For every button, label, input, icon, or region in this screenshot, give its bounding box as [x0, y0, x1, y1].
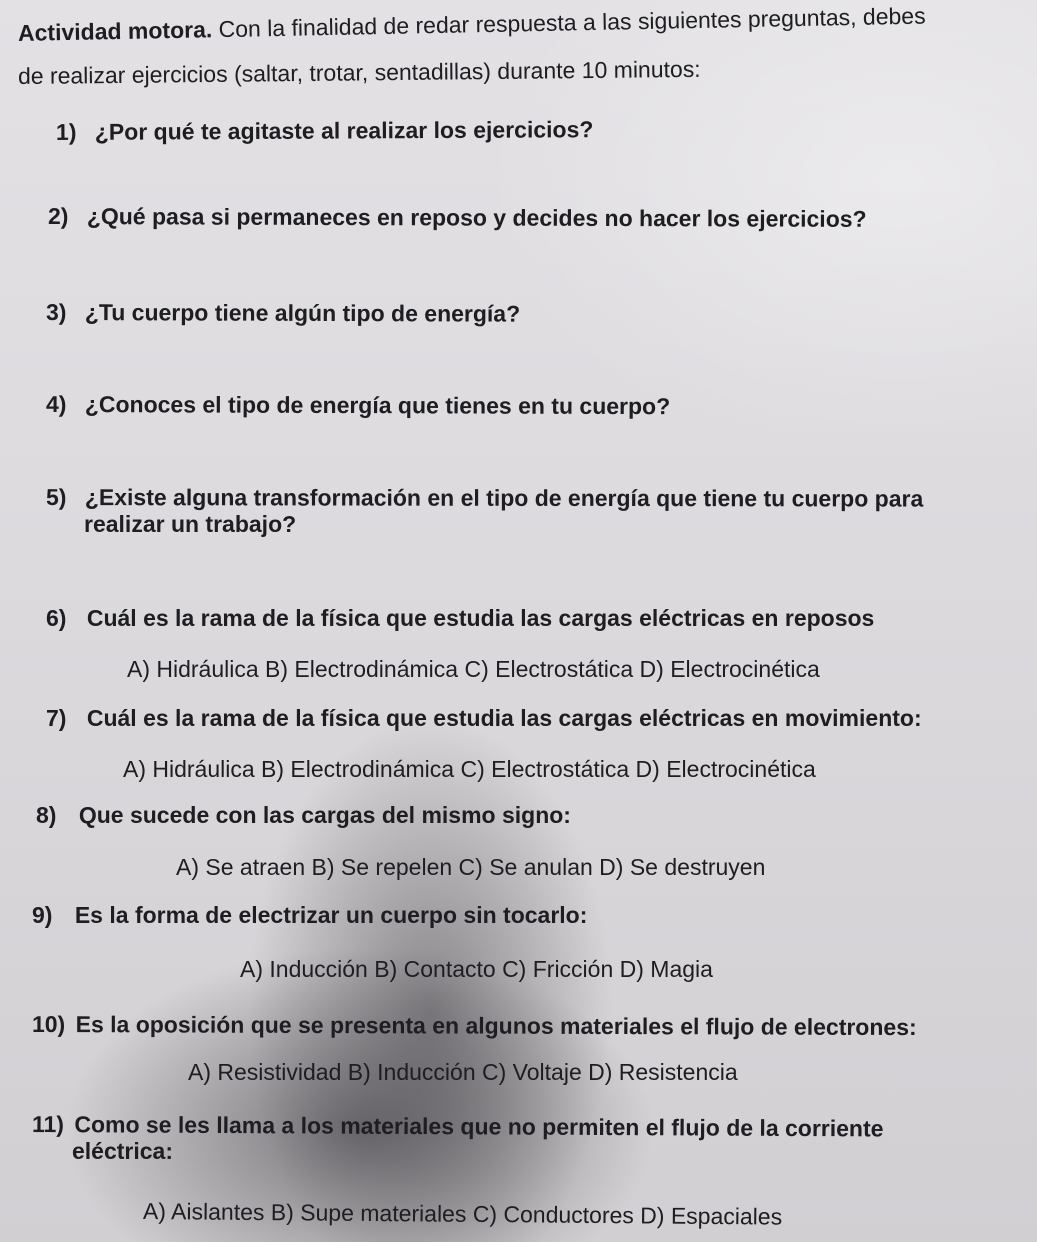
question-9	[32, 901, 587, 929]
question-6-number: 6)	[46, 605, 67, 631]
question-5-text-cont: realizar un trabajo?	[84, 511, 297, 537]
question-9-number: 9)	[32, 902, 53, 928]
question-3-text: ¿Tu cuerpo tiene algún tipo de energía?	[84, 299, 521, 327]
question-6-text: Cuál es la rama de la física que estudia las cargas eléctricas en reposos	[86, 605, 875, 631]
question-2-text: ¿Qué pasa si permaneces en reposo y decides no hacer los ejercicios?	[86, 203, 867, 232]
question-5	[46, 483, 923, 513]
question-10-options: A) Resistividad B) Inducción C) Voltaje D) Resistencia	[188, 1059, 738, 1085]
question-10-number: 10)	[31, 1011, 66, 1038]
question-11-options: A) Aislantes B) Supe materiales C) Conductores D) Espaciales	[142, 1198, 783, 1230]
question-3	[46, 298, 520, 328]
question-8-number: 8)	[36, 802, 57, 828]
question-9-options: A) Inducción B) Contacto C) Fricción D) Magia	[240, 956, 713, 982]
question-2-number: 2)	[47, 203, 69, 230]
question-8-options: A) Se atraen B) Se repelen C) Se anulan D) Se destruyen	[176, 854, 766, 880]
question-7-options: A) Hidráulica B) Electrodinámica C) Electrostática D) Electrocinética	[123, 756, 816, 782]
question-7	[46, 704, 922, 732]
question-11-text-cont: eléctrica:	[72, 1138, 174, 1164]
question-1-number: 1)	[55, 118, 77, 145]
question-11-text: Como se les llama a los materiales que no permiten el flujo de la corriente	[74, 1111, 884, 1142]
question-10-text: Es la oposición que se presenta en algunos materiales el flujo de electrones:	[75, 1011, 917, 1041]
question-4	[46, 390, 670, 420]
question-7-text: Cuál es la rama de la física que estudia las cargas eléctricas en movimiento:	[86, 705, 922, 731]
question-10	[32, 1010, 917, 1041]
question-4-number: 4)	[45, 391, 67, 418]
question-7-number: 7)	[46, 705, 67, 731]
question-4-text: ¿Conoces el tipo de energía que tienes en tu cuerpo?	[84, 391, 671, 420]
intro-title: Actividad motora.	[17, 16, 213, 46]
question-3-number: 3)	[45, 299, 67, 326]
question-6	[46, 604, 874, 632]
intro-line-1	[18, 2, 926, 47]
question-9-text: Es la forma de electrizar un cuerpo sin tocarlo:	[74, 902, 588, 928]
question-6-options: A) Hidráulica B) Electrodinámica C) Electrostática D) Electrocinética	[127, 656, 820, 682]
question-1-text: ¿Por qué te agitaste al realizar los ejercicios?	[94, 116, 594, 145]
intro-line-2: de realizar ejercicios (saltar, trotar, sentadillas) durante 10 minutos:	[17, 55, 701, 89]
question-8-text: Que sucede con las cargas del mismo signo:	[78, 802, 571, 828]
question-11-number: 11)	[31, 1111, 65, 1138]
intro-text-1: Con la finalidad de redar respuesta a las siguientes preguntas, debes	[218, 2, 926, 43]
question-5-number: 5)	[45, 484, 67, 511]
question-1	[56, 115, 594, 146]
question-5-text: ¿Existe alguna transformación en el tipo de energía que tiene tu cuerpo para	[84, 484, 924, 512]
question-8	[36, 801, 571, 829]
question-2	[48, 202, 867, 233]
